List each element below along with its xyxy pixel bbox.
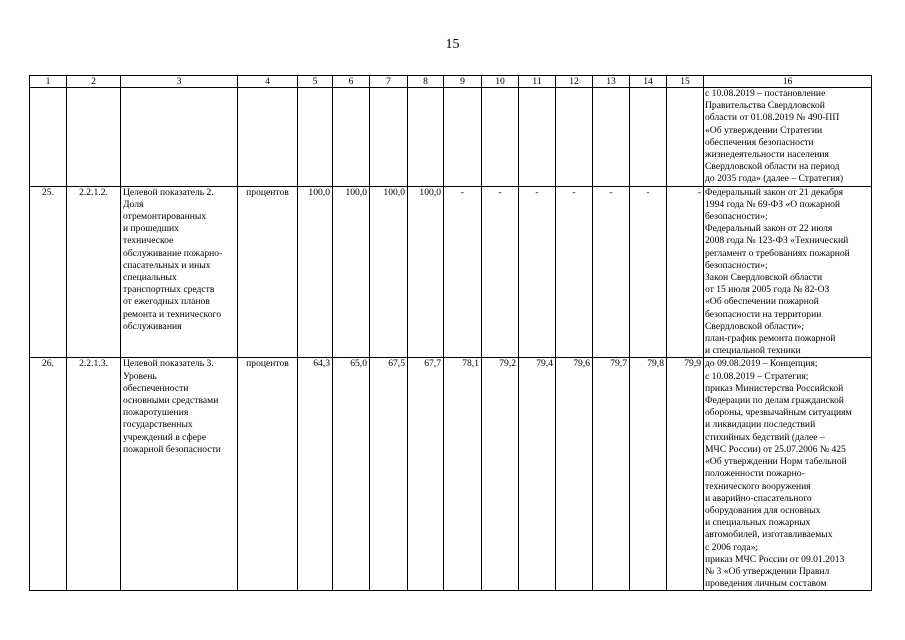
value-cell — [630, 88, 667, 187]
column-header: 4 — [238, 76, 298, 88]
column-header: 3 — [121, 76, 238, 88]
value-cell: - — [482, 186, 519, 358]
column-header: 8 — [408, 76, 444, 88]
value-cell: 64,3 — [298, 358, 333, 591]
indicator-name: Целевой показатель 3. Уровень обеспеченности основными средствами пожаротушения государственных учреждений в сфере пожарной безопасности — [121, 358, 238, 591]
value-cell — [593, 88, 630, 187]
column-header: 6 — [333, 76, 370, 88]
value-cell — [519, 88, 556, 187]
value-cell — [444, 88, 482, 187]
value-cell: 78,1 — [444, 358, 482, 591]
value-cell: - — [444, 186, 482, 358]
column-header: 10 — [482, 76, 519, 88]
unit — [238, 88, 298, 187]
indicator-table — [29, 75, 872, 591]
row-code: 2.2.1.3. — [67, 358, 121, 591]
row-number: 26. — [30, 358, 67, 591]
column-header: 1 — [30, 76, 67, 88]
value-cell: 65,0 — [333, 358, 370, 591]
value-cell: 100,0 — [408, 186, 444, 358]
row-number — [30, 88, 67, 187]
value-cell — [333, 88, 370, 187]
column-header: 5 — [298, 76, 333, 88]
value-cell — [556, 88, 593, 187]
value-cell: - — [556, 186, 593, 358]
value-cell: 79,4 — [519, 358, 556, 591]
value-cell: 79,9 — [667, 358, 704, 591]
column-header: 2 — [67, 76, 121, 88]
value-cell: 100,0 — [298, 186, 333, 358]
value-cell: 79,2 — [482, 358, 519, 591]
row-code: 2.2.1.2. — [67, 186, 121, 358]
column-header: 16 — [704, 76, 872, 88]
column-number-row — [30, 76, 872, 88]
legal-basis: до 09.08.2019 – Концепция; с 10.08.2019 – Стратегия; приказ Министерства Российской Федерации по делам гражданской обороны, чрезвычайным ситуациям и ликвидации последствий стихийных бедствий (далее – МЧС России) от 25.07.2006 № 425 «Об утверждении Норм табельной положенности пожарно- технического вооружения и аварийно-спасательного оборудования для основных и специальных пожарных автомобилей, изготавливаемых с 2006 года»; приказ МЧС России от 09.01.2013 № 3 «Об утверждении Правил проведения личным составом — [704, 358, 872, 591]
indicator-name: Целевой показатель 2. Доля отремонтированных и прошедших техническое обслуживание пожарно- спасательных и иных специальных транспортных средств от ежегодных планов ремонта и технического обслуживания — [121, 186, 238, 358]
legal-basis: Федеральный закон от 21 декабря 1994 года № 69-ФЗ «О пожарной безопасности»; Федеральный закон от 22 июля 2008 года № 123-ФЗ «Технический регламент о требованиях пожарной безопасности»; Закон Свердловской области от 15 июля 2005 года № 82-ОЗ «Об обеспечении пожарной безопасности на территории Свердловской области»; план-график ремонта пожарной и специальной техники — [704, 186, 872, 358]
value-cell: 100,0 — [333, 186, 370, 358]
value-cell — [408, 88, 444, 187]
page-number: 15 — [445, 37, 460, 52]
value-cell — [667, 88, 704, 187]
column-header: 15 — [667, 76, 704, 88]
legal-basis: с 10.08.2019 – постановление Правительства Свердловской области от 01.08.2019 № 490-ПП «Об утверждении Стратегии обеспечения безопасности жизнедеятельности населения Свердловской области на период до 2035 года» (далее – Стратегия) — [704, 88, 872, 187]
value-cell: 67,5 — [370, 358, 408, 591]
value-cell: 79,8 — [630, 358, 667, 591]
value-cell: 79,6 — [556, 358, 593, 591]
table-row — [30, 358, 872, 591]
unit: процентов — [238, 358, 298, 591]
table-row — [30, 186, 872, 358]
column-header: 12 — [556, 76, 593, 88]
value-cell — [482, 88, 519, 187]
value-cell: 79,7 — [593, 358, 630, 591]
column-header: 7 — [370, 76, 408, 88]
column-header: 9 — [444, 76, 482, 88]
value-cell: 67,7 — [408, 358, 444, 591]
column-header: 11 — [519, 76, 556, 88]
value-cell: - — [667, 186, 704, 358]
value-cell: 100,0 — [370, 186, 408, 358]
value-cell: - — [593, 186, 630, 358]
indicator-name — [121, 88, 238, 187]
value-cell — [298, 88, 333, 187]
value-cell: - — [630, 186, 667, 358]
row-code — [67, 88, 121, 187]
value-cell: - — [519, 186, 556, 358]
unit: процентов — [238, 186, 298, 358]
row-number: 25. — [30, 186, 67, 358]
table-row — [30, 88, 872, 187]
column-header: 14 — [630, 76, 667, 88]
column-header: 13 — [593, 76, 630, 88]
value-cell — [370, 88, 408, 187]
